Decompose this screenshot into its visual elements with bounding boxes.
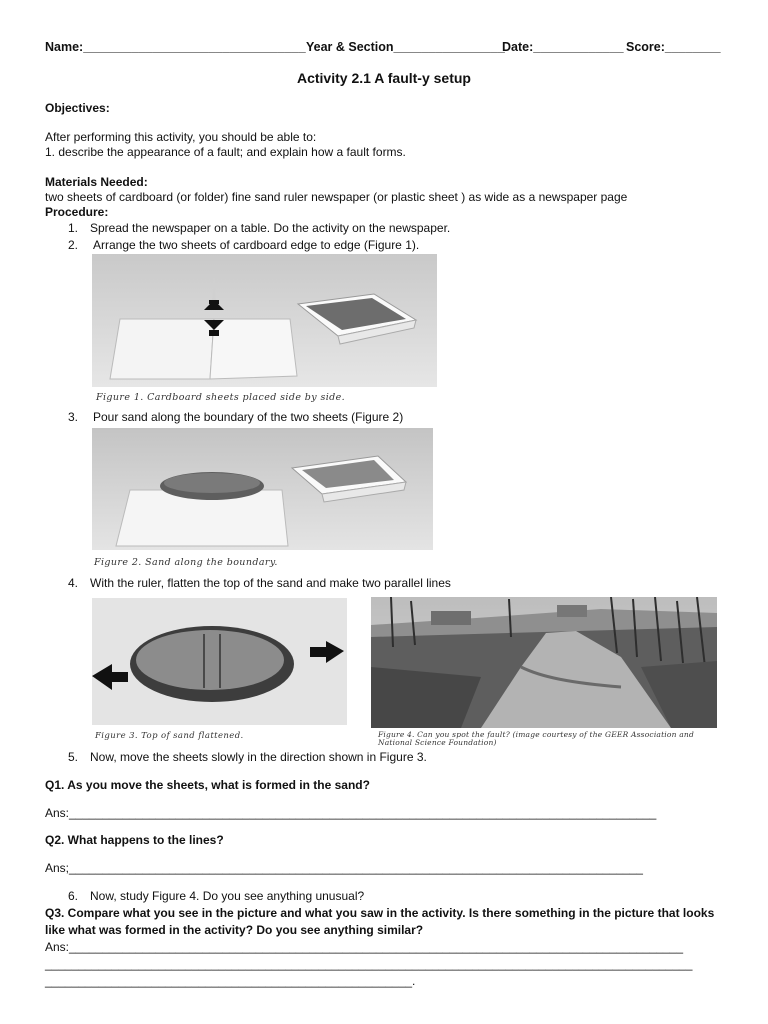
question-3-line-2: like what was formed in the activity? Do you see anything similar? [45, 923, 424, 937]
answer-3-line-3[interactable]: _______________________________________________________. [45, 974, 416, 988]
answer-2-field[interactable]: Ans;______________________________________________________________________________________ [45, 861, 643, 875]
answer-3-field[interactable]: Ans:____________________________________________________________________________________________ [45, 940, 684, 954]
materials-text: two sheets of cardboard (or folder) fine sand ruler newspaper (or plastic sheet ) as wide as a newspaper page [45, 190, 628, 204]
figure-2-image [92, 428, 433, 550]
objectives-heading: Objectives: [45, 101, 110, 115]
materials-heading: Materials Needed: [45, 175, 148, 189]
answer-1-field[interactable]: Ans:________________________________________________________________________________________ [45, 806, 657, 820]
step-4: With the ruler, flatten the top of the sand and make two parallel lines [90, 576, 451, 590]
step-1: Spread the newspaper on a table. Do the activity on the newspaper. [90, 221, 451, 235]
step-number: 1. [68, 221, 79, 235]
step-number: 4. [68, 576, 79, 590]
name-field[interactable]: Name:________________________________ [45, 40, 306, 54]
question-2: Q2. What happens to the lines? [45, 833, 224, 847]
figure-4-image [371, 597, 717, 728]
date-field[interactable]: Date:_____________ [502, 40, 624, 54]
question-3-line-1: Q3. Compare what you see in the picture and what you saw in the activity. Is there something in the picture that looks [45, 906, 715, 920]
step-2: Arrange the two sheets of cardboard edge to edge (Figure 1). [93, 238, 420, 252]
page-title: Activity 2.1 A fault-y setup [296, 70, 471, 86]
figure-3-image [92, 598, 347, 725]
step-number: 3. [68, 410, 79, 424]
step-3: Pour sand along the boundary of the two sheets (Figure 2) [93, 410, 404, 424]
step-number: 6. [68, 889, 79, 903]
step-6: Now, study Figure 4. Do you see anything unusual? [90, 889, 365, 903]
figure-2-caption: Figure 2. Sand along the boundary. [94, 557, 278, 568]
step-5: Now, move the sheets slowly in the direction shown in Figure 3. [90, 750, 427, 764]
question-1: Q1. As you move the sheets, what is formed in the sand? [45, 778, 370, 792]
step-number: 2. [68, 238, 79, 252]
figure-4-caption: Figure 4. Can you spot the fault? (image courtesy of the GEER Association and National Science Foundation) [378, 730, 694, 747]
procedure-heading: Procedure: [45, 205, 109, 219]
figure-1-image [92, 254, 437, 387]
objective-item: 1. describe the appearance of a fault; and explain how a fault forms. [45, 145, 406, 159]
year-section-field[interactable]: Year & Section________________ [306, 40, 505, 54]
step-number: 5. [68, 750, 79, 764]
answer-3-line-2[interactable]: _________________________________________________________________________________________________ [45, 957, 693, 971]
figure-1-caption: Figure 1. Cardboard sheets placed side by side. [96, 392, 346, 403]
score-field[interactable]: Score:________ [626, 40, 721, 54]
objectives-intro: After performing this activity, you should be able to: [45, 130, 317, 144]
figure-3-caption: Figure 3. Top of sand flattened. [95, 731, 244, 741]
